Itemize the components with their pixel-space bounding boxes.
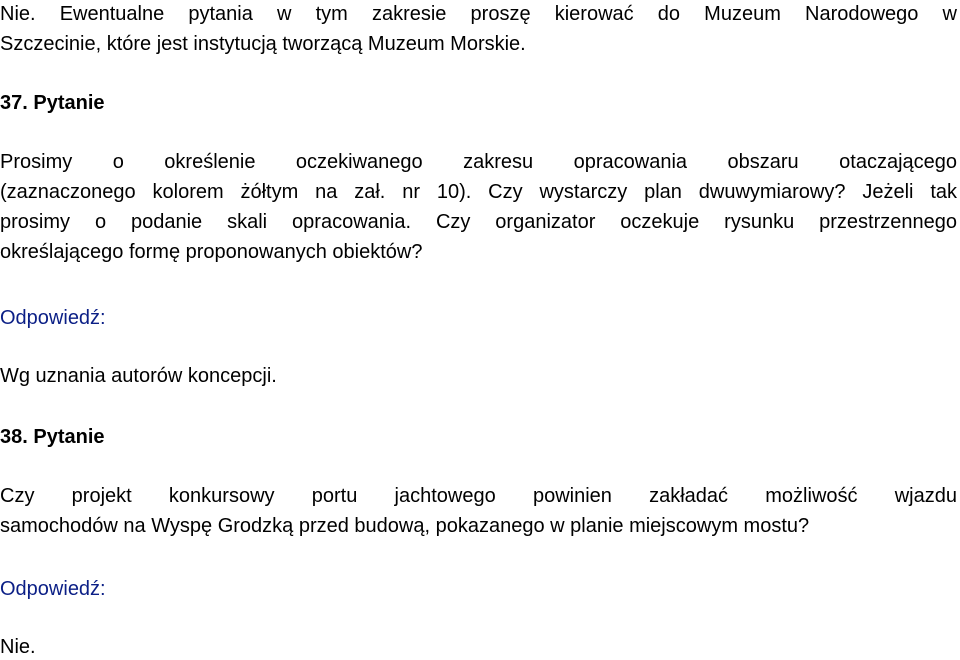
q37-answer: Wg uznania autorów koncepcji.	[0, 365, 277, 387]
q37-line-1: Prosimy o określenie oczekiwanego zakresu opracowania obszaru otaczającego	[0, 151, 957, 173]
q37-line-4: określającego formę proponowanych obiektów?	[0, 241, 423, 263]
q38-line-2: samochodów na Wyspę Grodzką przed budową, pokazanego w planie miejscowym mostu?	[0, 515, 810, 537]
q38-answer-label: Odpowiedź:	[0, 578, 106, 600]
q37-line-2: (zaznaczonego kolorem żółtym na zał. nr 10). Czy wystarczy plan dwuwymiarowy? Jeżeli tak	[0, 181, 957, 203]
q38-answer: Nie.	[0, 636, 36, 658]
q38-line-1: Czy projekt konkursowy portu jachtowego powinien zakładać możliwość wjazdu	[0, 485, 957, 507]
q37-heading: 37. Pytanie	[0, 92, 105, 114]
q38-heading: 38. Pytanie	[0, 426, 105, 448]
intro-line-2: Szczecinie, które jest instytucją tworzącą Muzeum Morskie.	[0, 33, 526, 55]
q37-line-3: prosimy o podanie skali opracowania. Czy organizator oczekuje rysunku przestrzennego	[0, 211, 957, 233]
intro-line-1: Nie. Ewentualne pytania w tym zakresie proszę kierować do Muzeum Narodowego w	[0, 3, 957, 25]
q37-answer-label: Odpowiedź:	[0, 307, 106, 329]
